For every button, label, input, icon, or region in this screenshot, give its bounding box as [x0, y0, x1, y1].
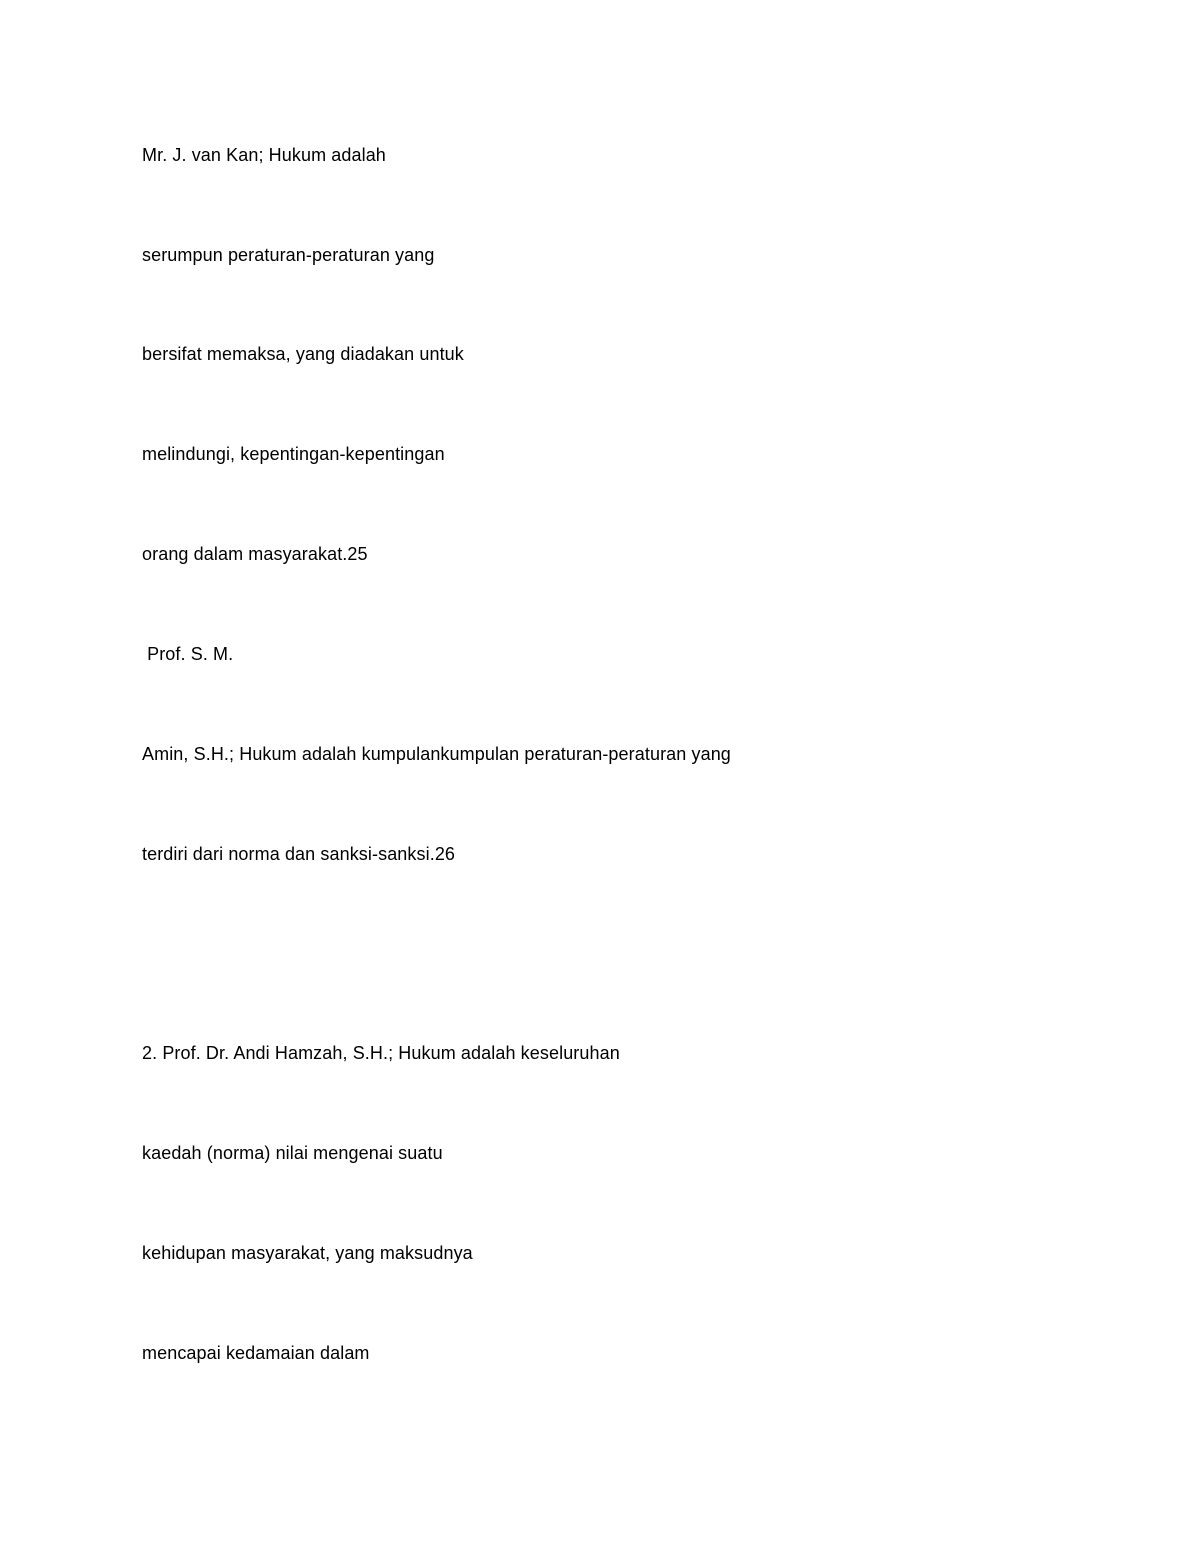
- text-line: 2. Prof. Dr. Andi Hamzah, S.H.; Hukum adalah keseluruhan: [142, 1043, 620, 1063]
- text-line: Amin, S.H.; Hukum adalah kumpulankumpulan peraturan-peraturan yang: [142, 744, 731, 764]
- text-line: Prof. S. M.: [142, 644, 234, 664]
- text-line: bersifat memaksa, yang diadakan untuk: [142, 344, 464, 364]
- text-line: mencapai kedamaian dalam: [142, 1343, 370, 1363]
- text-line: Mr. J. van Kan; Hukum adalah: [142, 145, 386, 165]
- text-line: melindungi, kepentingan-kepentingan: [142, 444, 445, 464]
- text-line: orang dalam masyarakat.25: [142, 544, 368, 564]
- text-line: kaedah (norma) nilai mengenai suatu: [142, 1143, 443, 1163]
- text-line: terdiri dari norma dan sanksi-sanksi.26: [142, 844, 456, 864]
- text-line: kehidupan masyarakat, yang maksudnya: [142, 1243, 473, 1263]
- text-line: serumpun peraturan-peraturan yang: [142, 245, 435, 265]
